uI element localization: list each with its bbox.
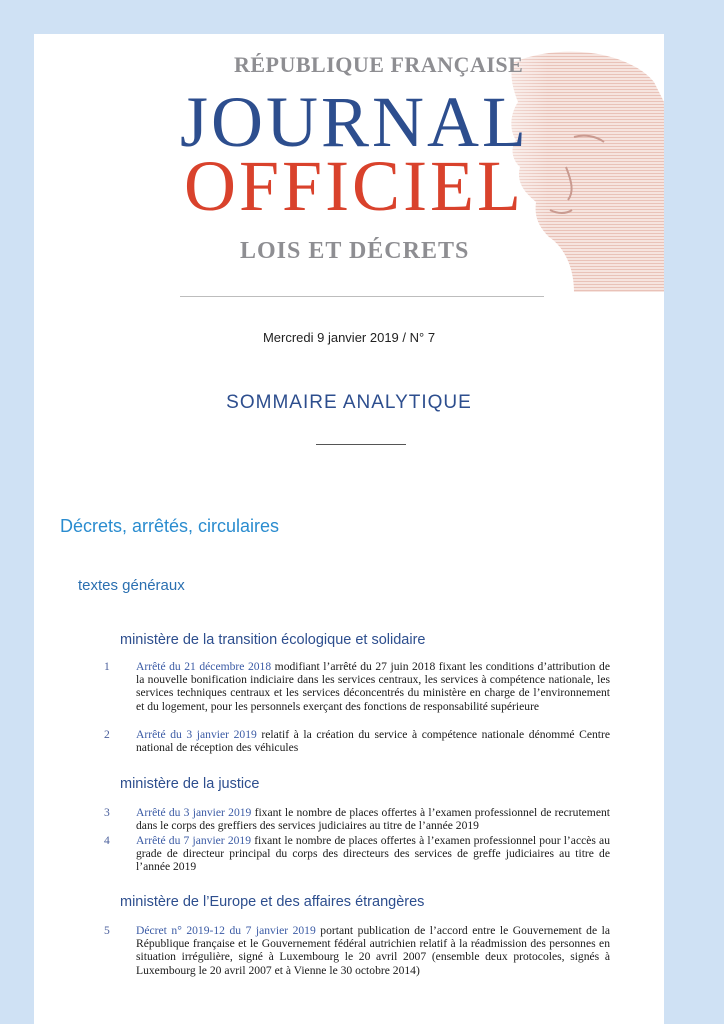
entry-number: 4 <box>104 834 110 847</box>
entry-lead[interactable]: Arrêté du 3 janvier 2019 <box>136 728 257 741</box>
summary-entry[interactable] <box>104 728 610 754</box>
entry-description: modifiant l’arrêté du 27 juin 2018 fixant les conditions d’attribution de la nouvelle bonification indiciaire dans les services centraux, les services à compétence nationale, les services techniques centraux et les services déconcentrés du ministère en charge de l’environnement et du logement, pour les personnels exerçant des fonctions de responsabilité supérieure <box>136 660 610 713</box>
summary-entry[interactable] <box>104 806 610 832</box>
summary-entry[interactable] <box>104 660 610 713</box>
right-border-band <box>664 0 724 1024</box>
entry-text-block <box>136 834 610 874</box>
republique-francaise-heading: RÉPUBLIQUE FRANÇAISE <box>234 52 524 77</box>
sommaire-divider <box>316 444 406 445</box>
summary-entry[interactable] <box>104 924 610 977</box>
lois-et-decrets-subtitle: LOIS ET DÉCRETS <box>240 238 470 264</box>
entry-description: portant publication de l’accord entre le Gouvernement de la République française et le Gouvernement fédéral autrichien relatif à la réadmission des personnes en situation irrégulière, signé à Luxembourg le 20 avril 2007 (ensemble deux protocoles, signés à Luxembourg le 20 avril 2007 et à Vienne le 30 octobre 2014) <box>136 924 611 977</box>
entry-lead[interactable]: Arrêté du 21 décembre 2018 <box>136 660 272 673</box>
entry-number: 3 <box>104 806 110 819</box>
entry-number: 5 <box>104 924 110 937</box>
entry-text-block <box>136 660 610 713</box>
ministry-heading-ecologie[interactable]: ministère de la transition écologique et solidaire <box>120 632 426 648</box>
left-border-band <box>0 0 34 1024</box>
entry-number: 2 <box>104 728 110 741</box>
ministry-heading-europe[interactable]: ministère de l’Europe et des affaires étrangères <box>120 894 425 910</box>
section-title: Décrets, arrêtés, circulaires <box>60 516 280 536</box>
subsection-title: textes généraux <box>78 577 185 594</box>
entry-description: relatif à la création du service à compétence nationale dénommé Centre national de réception des véhicules <box>136 728 610 755</box>
sommaire-title: SOMMAIRE ANALYTIQUE <box>226 392 472 413</box>
issue-date-number: Mercredi 9 janvier 2019 / N° 7 <box>262 330 436 345</box>
top-border-band <box>0 0 724 34</box>
entry-description: fixant le nombre de places offertes à l’examen professionnel de recrutement dans le corps des greffiers des services judiciaires au titre de l’année 2019 <box>136 806 610 833</box>
journal-title: JOURNAL <box>180 82 530 162</box>
document-page <box>34 34 664 1024</box>
ministry-heading-justice[interactable]: ministère de la justice <box>120 776 260 792</box>
entry-lead[interactable]: Arrêté du 7 janvier 2019 <box>136 834 252 847</box>
officiel-title: OFFICIEL <box>184 146 525 226</box>
masthead-divider <box>180 296 544 297</box>
entry-lead[interactable]: Décret n° 2019-12 du 7 janvier 2019 <box>136 924 316 937</box>
entry-description: fixant le nombre de places offertes à l’examen professionnel pour l’accès au grade de directeur principal du corps des directeurs des services de greffe judiciaires au titre de l’année 2019 <box>136 834 610 874</box>
entry-lead[interactable]: Arrêté du 3 janvier 2019 <box>136 806 252 819</box>
entry-text-block <box>136 806 610 832</box>
summary-entry[interactable] <box>104 834 610 874</box>
entry-number: 1 <box>104 660 110 673</box>
entry-text-block <box>136 728 610 754</box>
entry-text-block <box>136 924 610 977</box>
